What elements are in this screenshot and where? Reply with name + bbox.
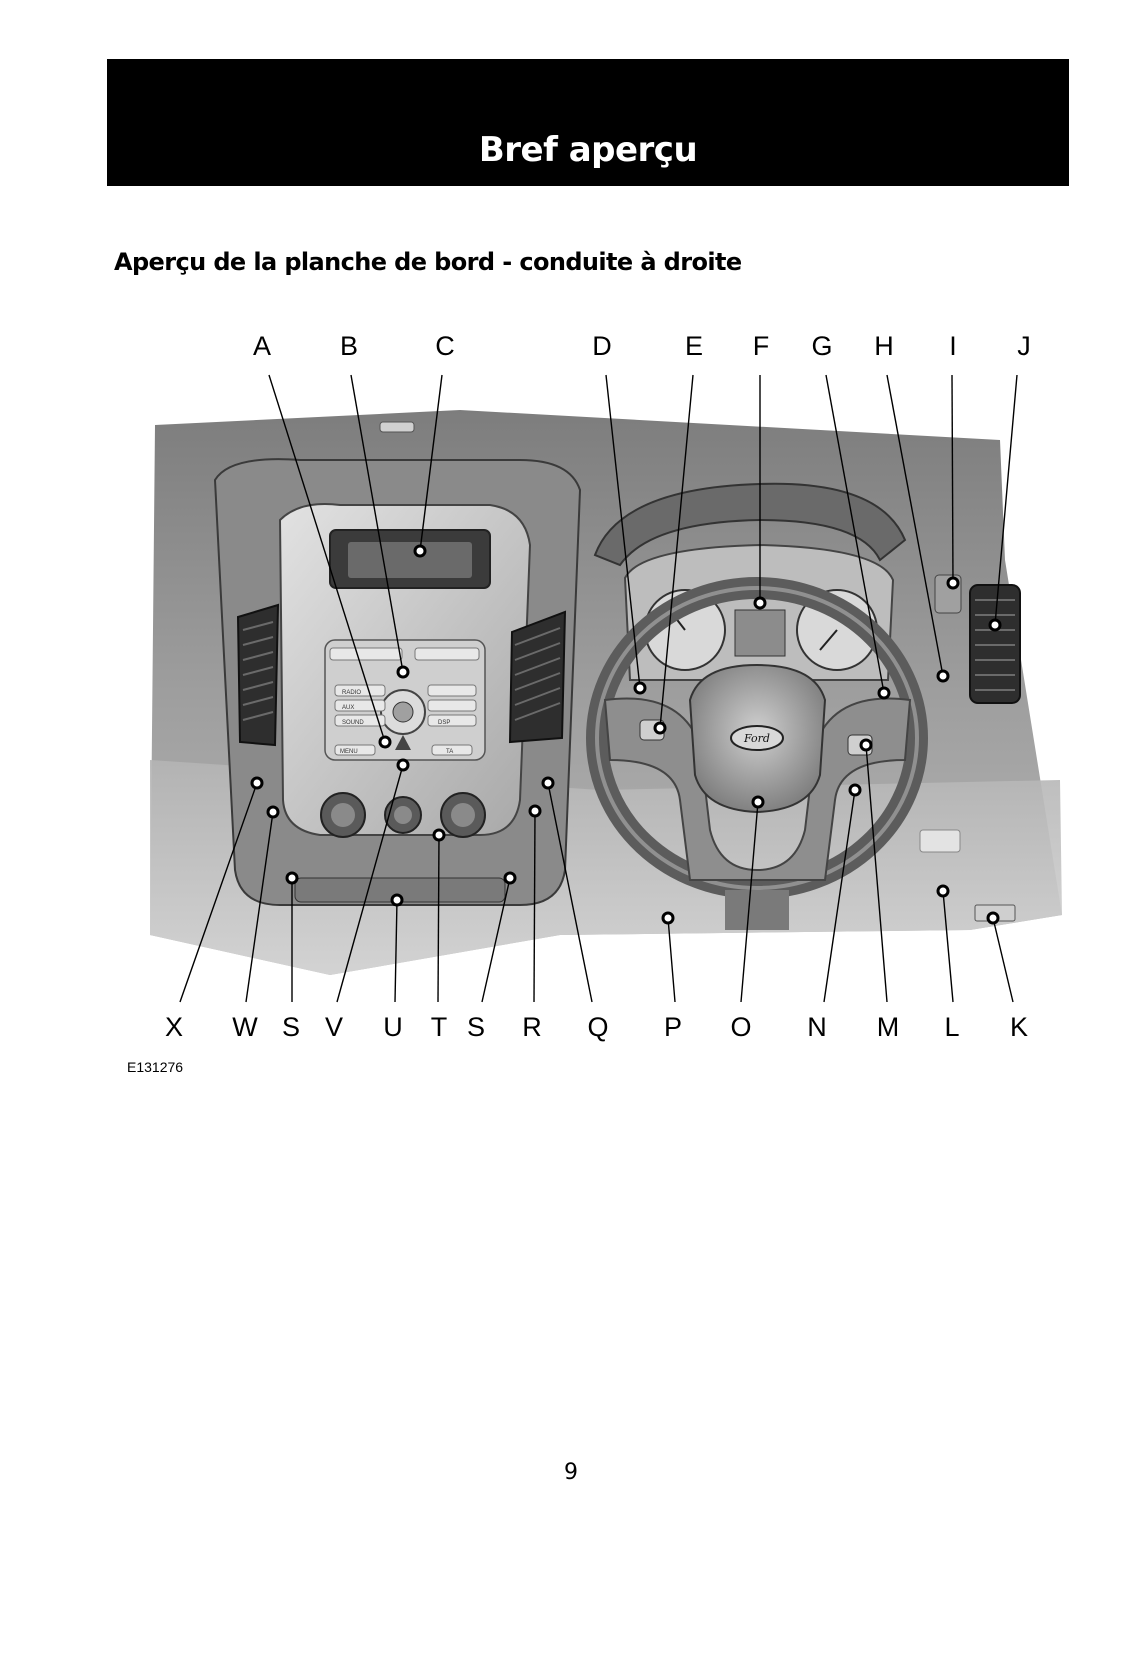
callout-label-r: R <box>522 1012 542 1042</box>
callout-dot-v <box>398 760 408 770</box>
callout-label-g: G <box>811 331 833 361</box>
section-title: Aperçu de la planche de bord - conduite à droite <box>114 248 742 276</box>
callout-dot-f <box>755 598 765 608</box>
figure-id: E131276 <box>127 1059 184 1075</box>
callout-dot-j <box>990 620 1000 630</box>
radio-btn-ta: TA <box>446 749 454 755</box>
callout-dot-b <box>398 667 408 677</box>
callout-label-j: J <box>1017 331 1031 361</box>
callout-label-q: Q <box>587 1012 609 1042</box>
callout-label-s2: S <box>466 1012 486 1042</box>
callout-dot-c <box>415 546 425 556</box>
callout-dot-a <box>380 737 390 747</box>
center-right-air-vent <box>510 612 565 742</box>
callout-dot-i <box>948 578 958 588</box>
callout-label-o: O <box>730 1012 752 1042</box>
callout-dot-e <box>655 723 665 733</box>
steering-column <box>725 890 789 930</box>
callout-label-l: L <box>944 1012 960 1042</box>
callout-label-f: F <box>752 331 770 361</box>
callout-label-w: W <box>232 1012 258 1042</box>
callout-dot-l <box>938 886 948 896</box>
callout-dot-n <box>850 785 860 795</box>
callout-label-d: D <box>592 331 612 361</box>
cluster-display <box>735 610 785 656</box>
radio-btn-aux: AUX <box>342 705 355 711</box>
callout-label-x: X <box>164 1012 184 1042</box>
callout-dot-k <box>988 913 998 923</box>
callout-label-p: P <box>663 1012 683 1042</box>
callout-dot-o <box>753 797 763 807</box>
callout-dot-d <box>635 683 645 693</box>
callout-label-t: T <box>430 1012 448 1042</box>
callout-label-n: N <box>807 1012 827 1042</box>
callout-dot-t <box>434 830 444 840</box>
radio-btn-menu: MENU <box>340 749 358 755</box>
defrost-vent <box>380 422 414 432</box>
callout-label-i: I <box>949 331 957 361</box>
callout-label-m: M <box>876 1012 900 1042</box>
callout-label-b: B <box>339 331 359 361</box>
callout-dot-g <box>879 688 889 698</box>
callout-dot-w <box>268 807 278 817</box>
page-number: 9 <box>564 1460 578 1485</box>
callout-dot-m <box>861 740 871 750</box>
callout-dot-p <box>663 913 673 923</box>
callout-label-a: A <box>252 331 272 361</box>
callout-label-h: H <box>874 331 894 361</box>
callout-label-u: U <box>383 1012 403 1042</box>
callout-label-c: C <box>435 331 455 361</box>
page-header-title: Bref aperçu <box>478 130 698 170</box>
callout-label-k: K <box>1009 1012 1029 1042</box>
glovebox-latch <box>920 830 960 852</box>
callout-dot-s1 <box>287 873 297 883</box>
callout-dot-s2 <box>505 873 515 883</box>
ford-badge-text: Ford <box>744 732 770 745</box>
callout-label-s1: S <box>281 1012 301 1042</box>
radio-btn-radio: RADIO <box>342 690 362 696</box>
callout-dot-u <box>392 895 402 905</box>
callout-label-e: E <box>684 331 704 361</box>
callout-dot-q <box>543 778 553 788</box>
radio-btn-sound: SOUND <box>342 720 364 726</box>
radio-btn-dsp: DSP <box>438 720 451 726</box>
callout-dot-r <box>530 806 540 816</box>
callout-dot-x <box>252 778 262 788</box>
callout-dot-h <box>938 671 948 681</box>
callout-label-v: V <box>324 1012 344 1042</box>
